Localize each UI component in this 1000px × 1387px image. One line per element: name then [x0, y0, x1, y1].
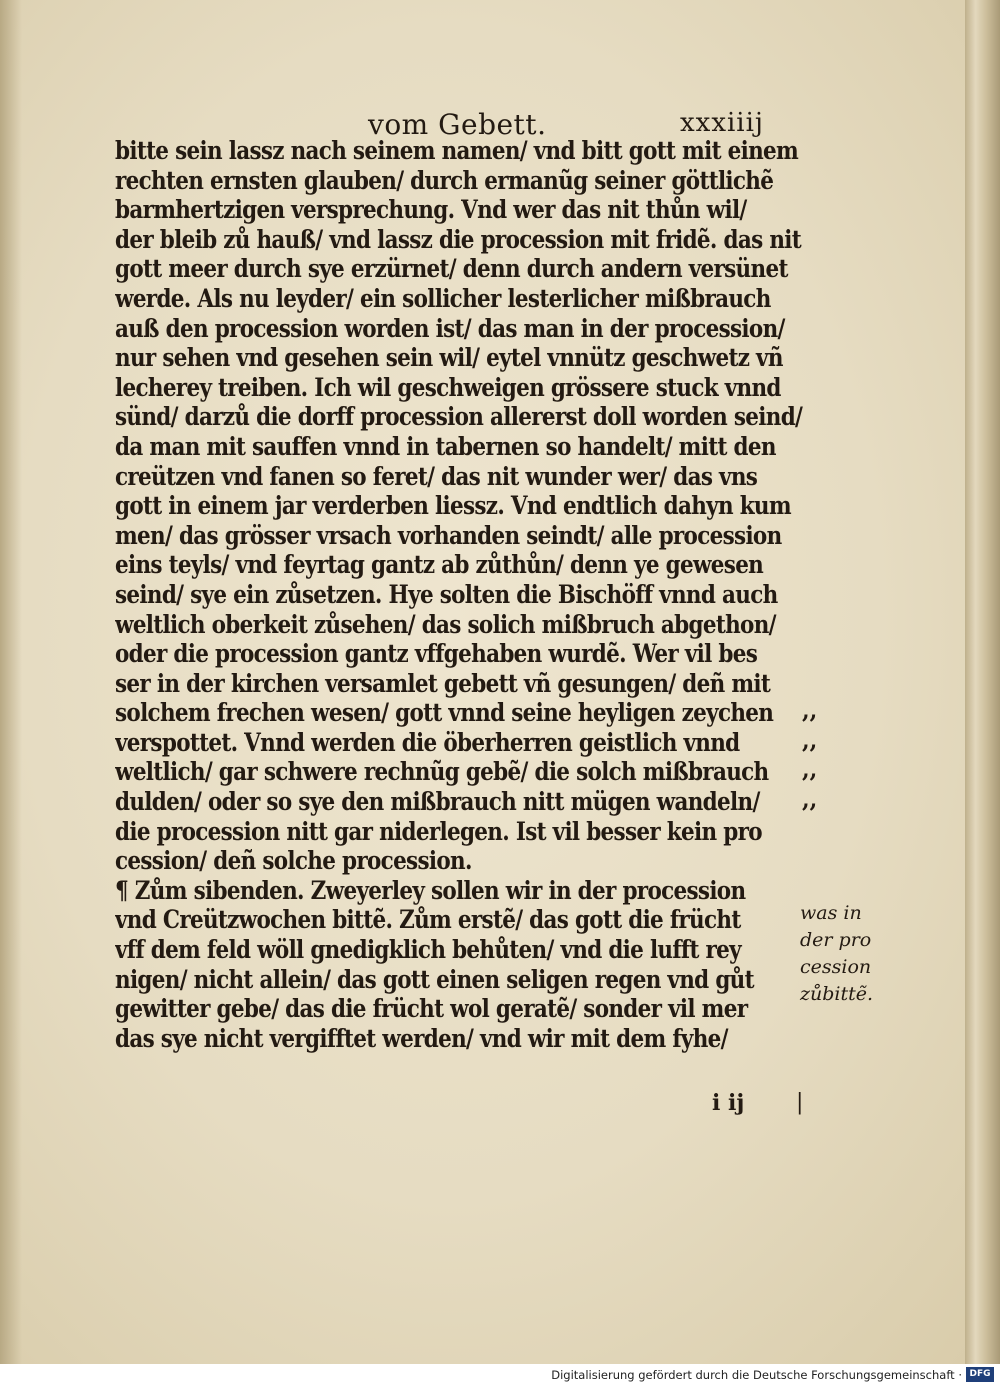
running-title: vom Gebett. [368, 108, 547, 141]
text-line: gott in einem jar verderben liessz. Vnd endtlich dahyn kum [115, 491, 791, 521]
text-line: auß den procession worden ist/ das man in der procession/ [115, 313, 785, 343]
quote-mark: ,, [802, 698, 818, 724]
text-line: eins teyls/ vnd feyrtag gantz ab zůthůn/ denn ye gewesen [115, 550, 764, 580]
text-line: oder die procession gantz vffgehaben wurdẽ. Wer vil bes [115, 639, 758, 669]
text-line: barmhertzigen versprechung. Vnd wer das nit thůn wil/ [115, 195, 747, 225]
text-line: nur sehen vnd gesehen sein wil/ eytel vnnütz geschwetz vñ [115, 343, 783, 373]
dfg-logo: DFG [966, 1367, 994, 1382]
text-line: der bleib zů hauß/ vnd lassz die procession mit fridẽ. das nit [115, 224, 801, 254]
text-line: men/ das grösser vrsach vorhanden seindt/ alle procession [115, 520, 782, 550]
text-line: solchem frechen wesen/ gott vnnd seine heyligen zeychen [115, 698, 774, 728]
signature-mark: i ij [712, 1090, 745, 1116]
marginal-note-line: was in [800, 902, 862, 924]
text-line: werde. Als nu leyder/ ein sollicher lesterlicher mißbrauch [115, 283, 771, 313]
text-line: gott meer durch sye erzürnet/ denn durch andern versünet [115, 254, 788, 284]
text-line: vnd Creützwochen bittẽ. Zům erstẽ/ das gott die frücht [115, 905, 741, 935]
text-line: sünd/ darzů die dorff procession allererst doll worden seind/ [115, 402, 803, 432]
text-line: vff dem feld wöll gnedigklich behůten/ vnd die lufft rey [115, 935, 741, 965]
folio-number: xxxiiij [680, 108, 764, 138]
edge-mark: | [796, 1090, 804, 1115]
text-line: creützen vnd fanen so feret/ das nit wunder wer/ das vns [115, 461, 758, 491]
text-line: weltlich oberkeit zůsehen/ das solich mißbruch abgethon/ [115, 609, 776, 639]
text-block [115, 136, 805, 1053]
text-line: da man mit sauffen vnnd in tabernen so handelt/ mitt den [115, 431, 776, 461]
funding-credit: Digitalisierung gefördert durch die Deutsche Forschungsgemeinschaft · [551, 1368, 962, 1382]
text-line: verspottet. Vnnd werden die öberherren geistlich vnnd [115, 727, 740, 757]
text-line: lecherey treiben. Ich wil geschweigen grössere stuck vnnd [115, 372, 781, 402]
text-line: ser in der kirchen versamlet gebett vñ gesungen/ deñ mit [115, 668, 771, 698]
text-line: cession/ deñ solche procession. [115, 846, 472, 876]
marginal-note-line: zůbittẽ. [800, 983, 874, 1005]
text-line: bitte sein lassz nach seinem namen/ vnd bitt gott mit einem [115, 136, 799, 165]
text-line: seind/ sye ein zůsetzen. Hye solten die Bischöff vnnd auch [115, 579, 778, 609]
marginal-note-line: der pro [800, 929, 872, 951]
marginal-note-line: cession [800, 956, 872, 978]
text-line: weltlich/ gar schwere rechnũg gebẽ/ die solch mißbrauch [115, 757, 769, 787]
quote-mark: ,, [802, 727, 818, 754]
quote-mark: ,, [802, 786, 818, 813]
text-line: ¶ Zům sibenden. Zweyerley sollen wir in der procession [115, 875, 746, 905]
marginal-note [800, 900, 890, 1008]
quotation-marks [802, 697, 842, 815]
text-line: das sye nicht vergifftet werden/ vnd wir mit dem fyhe/ [115, 1023, 728, 1053]
text-line: gewitter gebe/ das die frücht wol geratẽ/ sonder vil mer [115, 994, 748, 1024]
gutter-shadow [0, 0, 22, 1364]
quote-mark: ,, [802, 757, 818, 784]
footer-bar [0, 1364, 1000, 1387]
text-line: dulden/ oder so sye den mißbrauch nitt mügen wandeln/ [115, 787, 760, 817]
text-line: die procession nitt gar niderlegen. Ist vil besser kein pro [115, 816, 762, 846]
page-edge [965, 0, 1000, 1364]
text-line: nigen/ nicht allein/ das gott einen seligen regen vnd gůt [115, 964, 754, 994]
text-line: rechten ernsten glauben/ durch ermanũg seiner göttlichẽ [115, 165, 774, 195]
